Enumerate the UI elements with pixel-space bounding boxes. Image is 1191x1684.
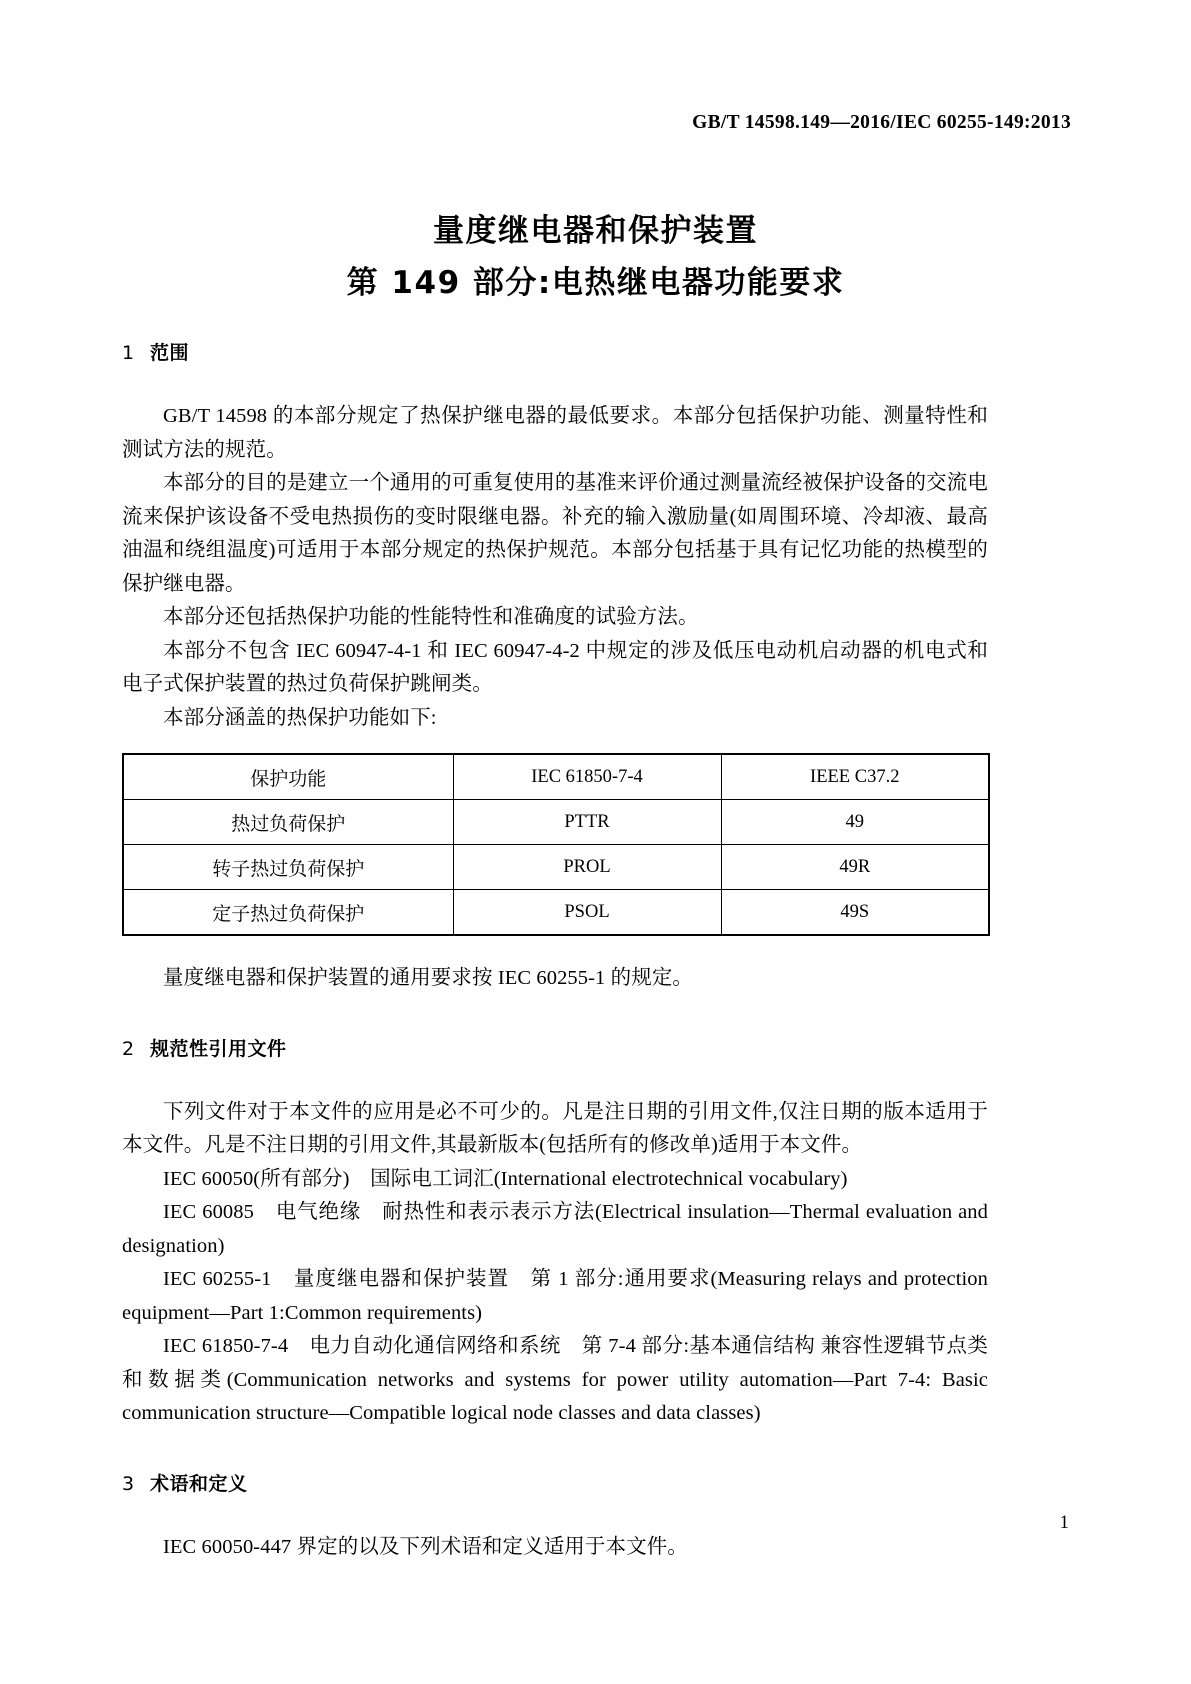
reference-item-iec-60255-1: IEC 60255-1 量度继电器和保护装置 第 1 部分:通用要求(Measuring relays and protection equipment—Part 1:Common requirements) <box>122 1268 988 1324</box>
running-header-standard-ref: GB/T 14598.149—2016/IEC 60255-149:2013 <box>692 112 1071 133</box>
section-number-3: 3 <box>122 1472 135 1495</box>
table-cell-iec: PTTR <box>453 800 721 845</box>
paragraph-scope-4: 本部分不包含 IEC 60947-4-1 和 IEC 60947-4-2 中规定的涉及低压电动机启动器的机电式和电子式保护装置的热过负荷保护跳闸类。 <box>122 639 988 695</box>
reference-item-iec-60050: IEC 60050(所有部分) 国际电工词汇(International electrotechnical vocabulary) <box>163 1167 848 1190</box>
document-body <box>122 340 988 1564</box>
table-row <box>123 890 989 936</box>
paragraph-references-intro: 下列文件对于本文件的应用是必不可少的。凡是注日期的引用文件,仅注日期的版本适用于本文件。凡是不注日期的引用文件,其最新版本(包括所有的修改单)适用于本文件。 <box>122 1100 988 1156</box>
document-title <box>0 205 1191 309</box>
protection-functions-table <box>122 753 990 936</box>
table-header-cell-function: 保护功能 <box>123 754 453 800</box>
table-header-cell-ieee: IEEE C37.2 <box>721 754 989 800</box>
page-number: 1 <box>1059 1512 1069 1533</box>
document-title-line-1: 量度继电器和保护装置 <box>433 213 758 249</box>
reference-item-iec-60085: IEC 60085 电气绝缘 耐热性和表示表示方法(Electrical insulation—Thermal evaluation and designation) <box>122 1201 988 1257</box>
protection-functions-table-wrapper <box>122 753 988 936</box>
table-cell-ieee: 49 <box>721 800 989 845</box>
section-title-1: 范围 <box>150 342 190 364</box>
section-heading-normative-references <box>122 1036 988 1062</box>
table-header-cell-iec: IEC 61850-7-4 <box>453 754 721 800</box>
paragraph-scope-5: 本部分涵盖的热保护功能如下: <box>163 706 437 729</box>
reference-item-iec-61850-7-4: IEC 61850-7-4 电力自动化通信网络和系统 第 7-4 部分:基本通信结构 兼容性逻辑节点类和数据类(Communication networks and systems for power utility automation—Part 7-4: Basic communication structure—Compatible logical node classes and data classes) <box>122 1335 988 1424</box>
paragraph-scope-1: GB/T 14598 的本部分规定了热保护继电器的最低要求。本部分包括保护功能、测量特性和测试方法的规范。 <box>122 405 988 461</box>
table-cell-function: 转子热过负荷保护 <box>123 845 453 890</box>
section-heading-terms-definitions <box>122 1471 988 1497</box>
table-header-row <box>123 754 989 800</box>
section-title-3: 术语和定义 <box>150 1472 248 1495</box>
paragraph-scope-2: 本部分的目的是建立一个通用的可重复使用的基准来评价通过测量流经被保护设备的交流电流来保护该设备不受电热损伤的变时限继电器。补充的输入激励量(如周围环境、冷却液、最高油温和绕组温度)可适用于本部分规定的热保护规范。本部分包括基于具有记忆功能的热模型的保护继电器。 <box>122 472 988 595</box>
paragraph-terms-intro: IEC 60050-447 界定的以及下列术语和定义适用于本文件。 <box>163 1535 688 1558</box>
paragraph-scope-3: 本部分还包括热保护功能的性能特性和准确度的试验方法。 <box>163 606 699 628</box>
table-row <box>123 800 989 845</box>
table-cell-function: 热过负荷保护 <box>123 800 453 845</box>
paragraph-general-requirements: 量度继电器和保护装置的通用要求按 IEC 60255-1 的规定。 <box>163 967 694 989</box>
table-row <box>123 845 989 890</box>
document-title-line-2: 第 149 部分:电热继电器功能要求 <box>346 265 845 301</box>
table-cell-ieee: 49S <box>721 890 989 936</box>
section-number-1: 1 <box>122 342 135 364</box>
section-title-2: 规范性引用文件 <box>150 1037 287 1060</box>
section-number-2: 2 <box>122 1037 135 1060</box>
table-cell-iec: PSOL <box>453 890 721 936</box>
table-cell-ieee: 49R <box>721 845 989 890</box>
table-cell-function: 定子热过负荷保护 <box>123 890 453 936</box>
section-heading-scope <box>122 340 988 366</box>
table-cell-iec: PROL <box>453 845 721 890</box>
